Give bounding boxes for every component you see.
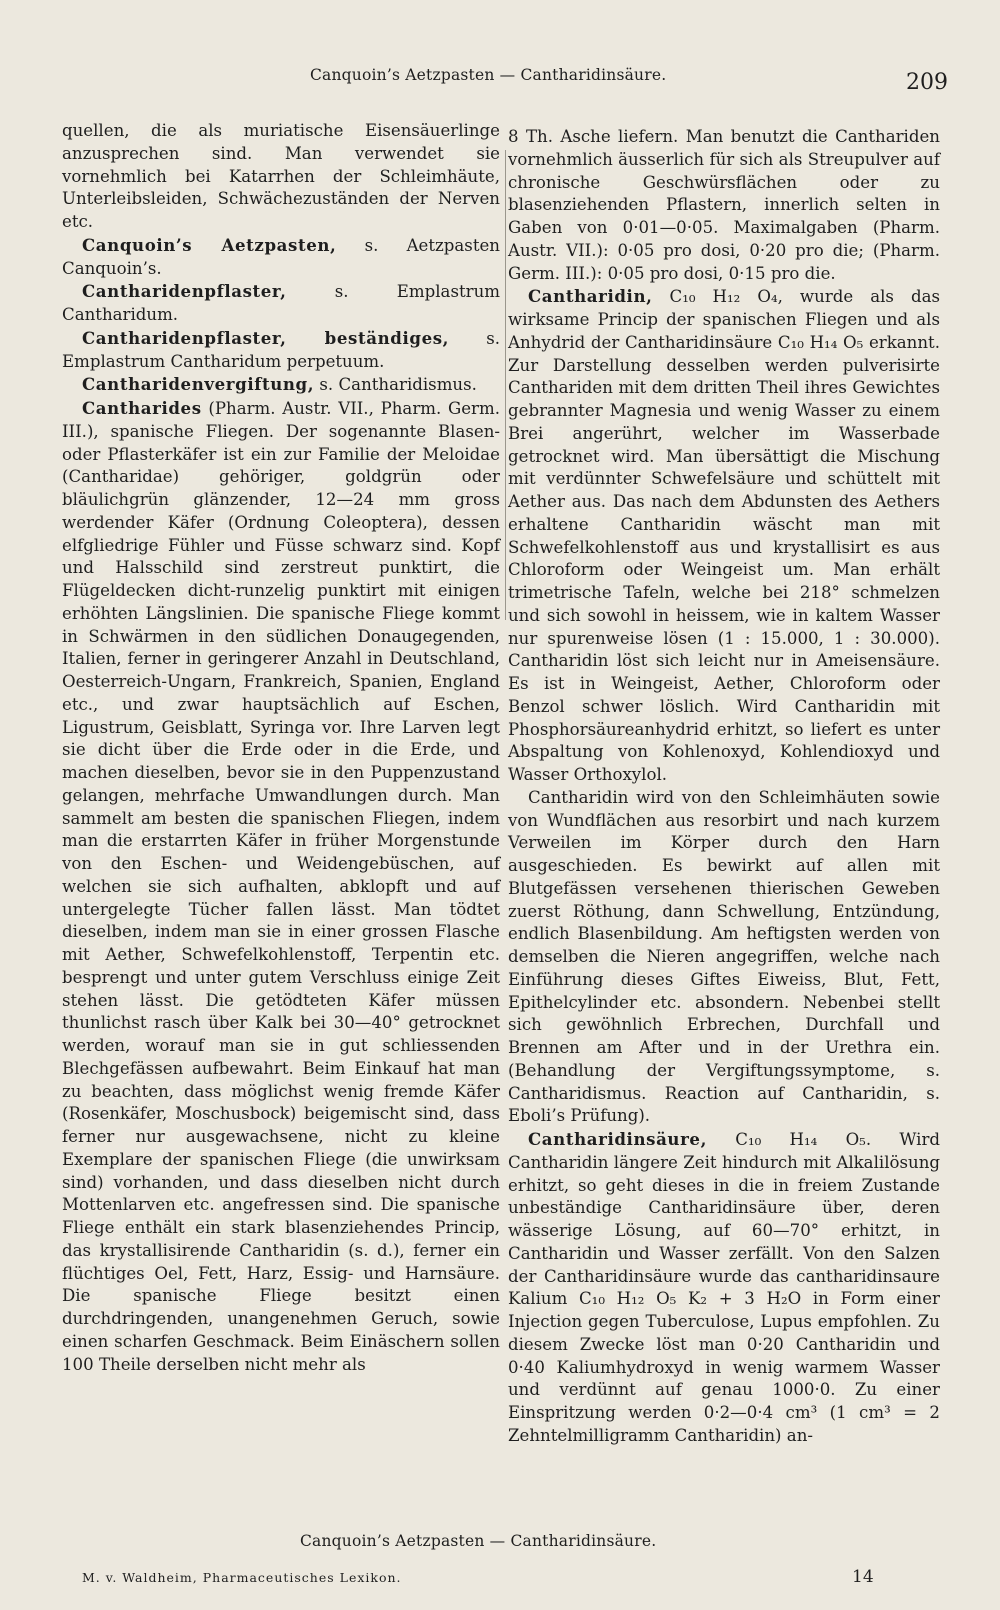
headword: Cantharidenvergiftung, bbox=[82, 374, 315, 395]
sheet-number: 14 bbox=[852, 1567, 874, 1587]
right-column bbox=[508, 126, 940, 1448]
footer-title: Canquoin’s Aetzpasten — Cantharidinsäure. bbox=[300, 1532, 657, 1550]
page-number: 209 bbox=[906, 70, 948, 95]
entry-cantharides bbox=[62, 397, 500, 1376]
entry-text: s. Cantharidismus. bbox=[314, 375, 477, 395]
headword: Cantharidenpflaster, bbox=[82, 281, 287, 302]
continuation-paragraph: quellen, die als muriatische Eisensäuerlinge anzusprechen sind. Man verwendet sie vornehmlich bei Katarrhen der Schleimhäute, Unterleibsleiden, Schwächezuständen der Nerven etc. bbox=[62, 121, 500, 231]
cantharidin-effects-paragraph: Cantharidin wird von den Schleimhäuten sowie von Wundflächen aus resorbirt und nach kurzem Verweilen im Körper durch den Harn ausgeschieden. Es bewirkt auf allen mit Blutgefässen versehenen thierischen Geweben zuerst Röthung, dann Schwellung, Entzündung, endlich Blasenbildung. Am heftigsten werden von demselben die Nieren angegriffen, welche nach Einführung dieses Giftes Eiweiss, Blut, Fett, Epithelcylinder etc. absondern. Nebenbei stellt sich gewöhnlich Erbrechen, Durchfall und Brennen am After und in der Urethra ein. (Behandlung der Vergiftungssymptome, s. Cantharidismus. Reaction auf Cantharidin, s. Eboli’s Prüfung). bbox=[508, 787, 940, 1126]
column-divider bbox=[505, 150, 506, 620]
continuation-paragraph: 8 Th. Asche liefern. Man benutzt die Canthariden vornehmlich äusserlich für sich als Streupulver auf chronische Geschwürsflächen oder zu blasenziehenden Pflastern, innerlich selten in Gaben von 0·01—0·05. Maximalgaben (Pharm. Austr. VII.): 0·05 pro dosi, 0·20 pro die; (Pharm. Germ. III.): 0·05 pro dosi, 0·15 pro die. bbox=[508, 127, 940, 283]
headword: Cantharidinsäure, bbox=[528, 1129, 707, 1149]
entry-canquoins-aetzpasten bbox=[62, 234, 500, 281]
left-column bbox=[62, 120, 500, 1376]
headword: Cantharides bbox=[82, 398, 202, 418]
entry-text: s. Aetzpasten Canquoin’s. bbox=[62, 235, 500, 278]
running-head: Canquoin’s Aetzpasten — Cantharidinsäure. bbox=[310, 66, 667, 84]
headword: Cantharidenpflaster, beständiges, bbox=[82, 327, 450, 348]
entry-cantharidinsaeure bbox=[508, 1128, 940, 1448]
entry-text: C₁₀ H₁₂ O₄, wurde als das wirksame Princip der spanischen Fliegen und als Anhydrid der Cantharidinsäure C₁₀ H₁₄ O₅ erkannt. Zur Darstellung desselben werden pulverisirte Canthariden mit dem dritten Theil ihres Gewichtes gebrannter Magnesia und wenig Wasser zu einem Brei angerührt, welcher im Wasserbade getrocknet wird. Man übersättigt die Mischung mit verdünnter Schwefelsäure und schüttelt mit Aether aus. Das nach dem Abdunsten des Aethers erhaltene Cantharidin wäscht man mit Schwefelkohlenstoff aus und krystallisirt es aus Chloroform oder Weingeist um. Man erhält trimetrische Tafeln, welche bei 218° schmelzen und sich sowohl in heissem, wie in kaltem Wasser nur spurenweise lösen (1 : 15.000, 1 : 30.000). Cantharidin löst sich leicht nur in Ameisensäure. Es ist in Weingeist, Aether, Chloroform oder Benzol schwer löslich. Wird Cantharidin mit Phosphorsäureanhydrid erhitzt, so liefert es unter Abspaltung von Kohlenoxyd, Kohlendioxyd und Wasser Orthoxylol. bbox=[508, 287, 940, 784]
entry-text: s. Emplastrum Cantharidum. bbox=[62, 282, 500, 324]
entry-cantharidenpflaster bbox=[62, 280, 500, 327]
entry-cantharidenpflaster-bestaendiges bbox=[62, 327, 500, 374]
headword: Canquoin’s Aetzpasten, bbox=[82, 234, 337, 255]
entry-cantharidin bbox=[508, 285, 940, 787]
entry-text: C₁₀ H₁₄ O₅. Wird Cantharidin längere Zeit hindurch mit Alkalilösung erhitzt, so geht dieses in die in freiem Zustande unbeständige Cantharidinsäure über, deren wässerige Lösung, auf 60—70° erhitzt, in Cantharidin und Wasser zerfällt. Von den Salzen der Cantharidinsäure wurde das cantharidinsaure Kalium C₁₀ H₁₂ O₅ K₂ + 3 H₂O in Form einer Injection gegen Tuberculose, Lupus empfohlen. Zu diesem Zwecke löst man 0·20 Cantharidin und 0·40 Kaliumhydroxyd in wenig warmem Wasser und verdünnt auf genau 1000·0. Zu einer Einspritzung werden 0·2—0·4 cm³ (1 cm³ = 2 Zehntelmilligramm Cantharidin) an- bbox=[508, 1130, 940, 1445]
entry-text: (Pharm. Austr. VII., Pharm. Germ. III.), spanische Fliegen. Der sogenannte Blasen- oder Pflasterkäfer ist ein zur Familie der Meloidae (Cantharidae) gehöriger, goldgrün oder bläulichgrün glänzender, 12—24 mm gross werdender Käfer (Ordnung Coleoptera), dessen elfgliedrige Fühler und Füsse schwarz sind. Kopf und Halsschild sind zerstreut punktirt, die Flügeldecken dicht-runzelig punktirt mit einigen erhöhten Längslinien. Die spanische Fliege kommt in Schwärmen in den südlichen Donaugegenden, Italien, ferner in geringerer Anzahl in Deutschland, Oesterreich-Ungarn, Frankreich, Spanien, England etc., und zwar hauptsächlich auf Eschen, Ligustrum, Geisblatt, Syringa vor. Ihre Larven legt sie dicht über die Erde oder in die Erde, und machen dieselben, bevor sie in den Puppenzustand gelangen, mehrfache Umwandlungen durch. Man sammelt am besten die spanischen Fliegen, indem man die erstarrten Käfer in früher Morgenstunde von den Eschen- und Weidengebüschen, auf welchen sie sich aufhalten, abklopft und auf untergelegte Tücher fallen lässt. Man tödtet dieselben, indem man sie in einer grossen Flasche mit Aether, Schwefelkohlenstoff, Terpentin etc. besprengt und unter gutem Verschluss einige Zeit stehen lässt. Die getödteten Käfer müssen thunlichst rasch über Kalk bei 30—40° getrocknet werden, worauf man sie in gut schliessenden Blechgefässen aufbewahrt. Beim Einkauf hat man zu beachten, dass möglichst wenig fremde Käfer (Rosenkäfer, Moschusbock) beigemischt sind, dass ferner nur ausgewachsene, nicht zu kleine Exemplare der spanischen Fliege (die unwirksam sind) vorhanden, und dass dieselben nicht durch Mottenlarven etc. angefressen sind. Die spanische Fliege enthält ein stark blasenziehendes Princip, das krystallisirende Cantharidin (s. d.), ferner ein flüchtiges Oel, Fett, Harz, Essig- und Harnsäure. Die spanische Fliege besitzt einen durchdringenden, unangenehmen Geruch, sowie einen scharfen Geschmack. Beim Einäschern sollen 100 Theile derselben nicht mehr als bbox=[62, 399, 500, 1374]
entry-cantharidenvergiftung bbox=[62, 373, 500, 397]
entry-text: s. Emplastrum Cantharidum perpetuum. bbox=[62, 328, 500, 371]
footer-imprint: M. v. Waldheim, Pharmaceutisches Lexikon. bbox=[82, 1570, 402, 1585]
headword: Cantharidin, bbox=[528, 286, 653, 307]
